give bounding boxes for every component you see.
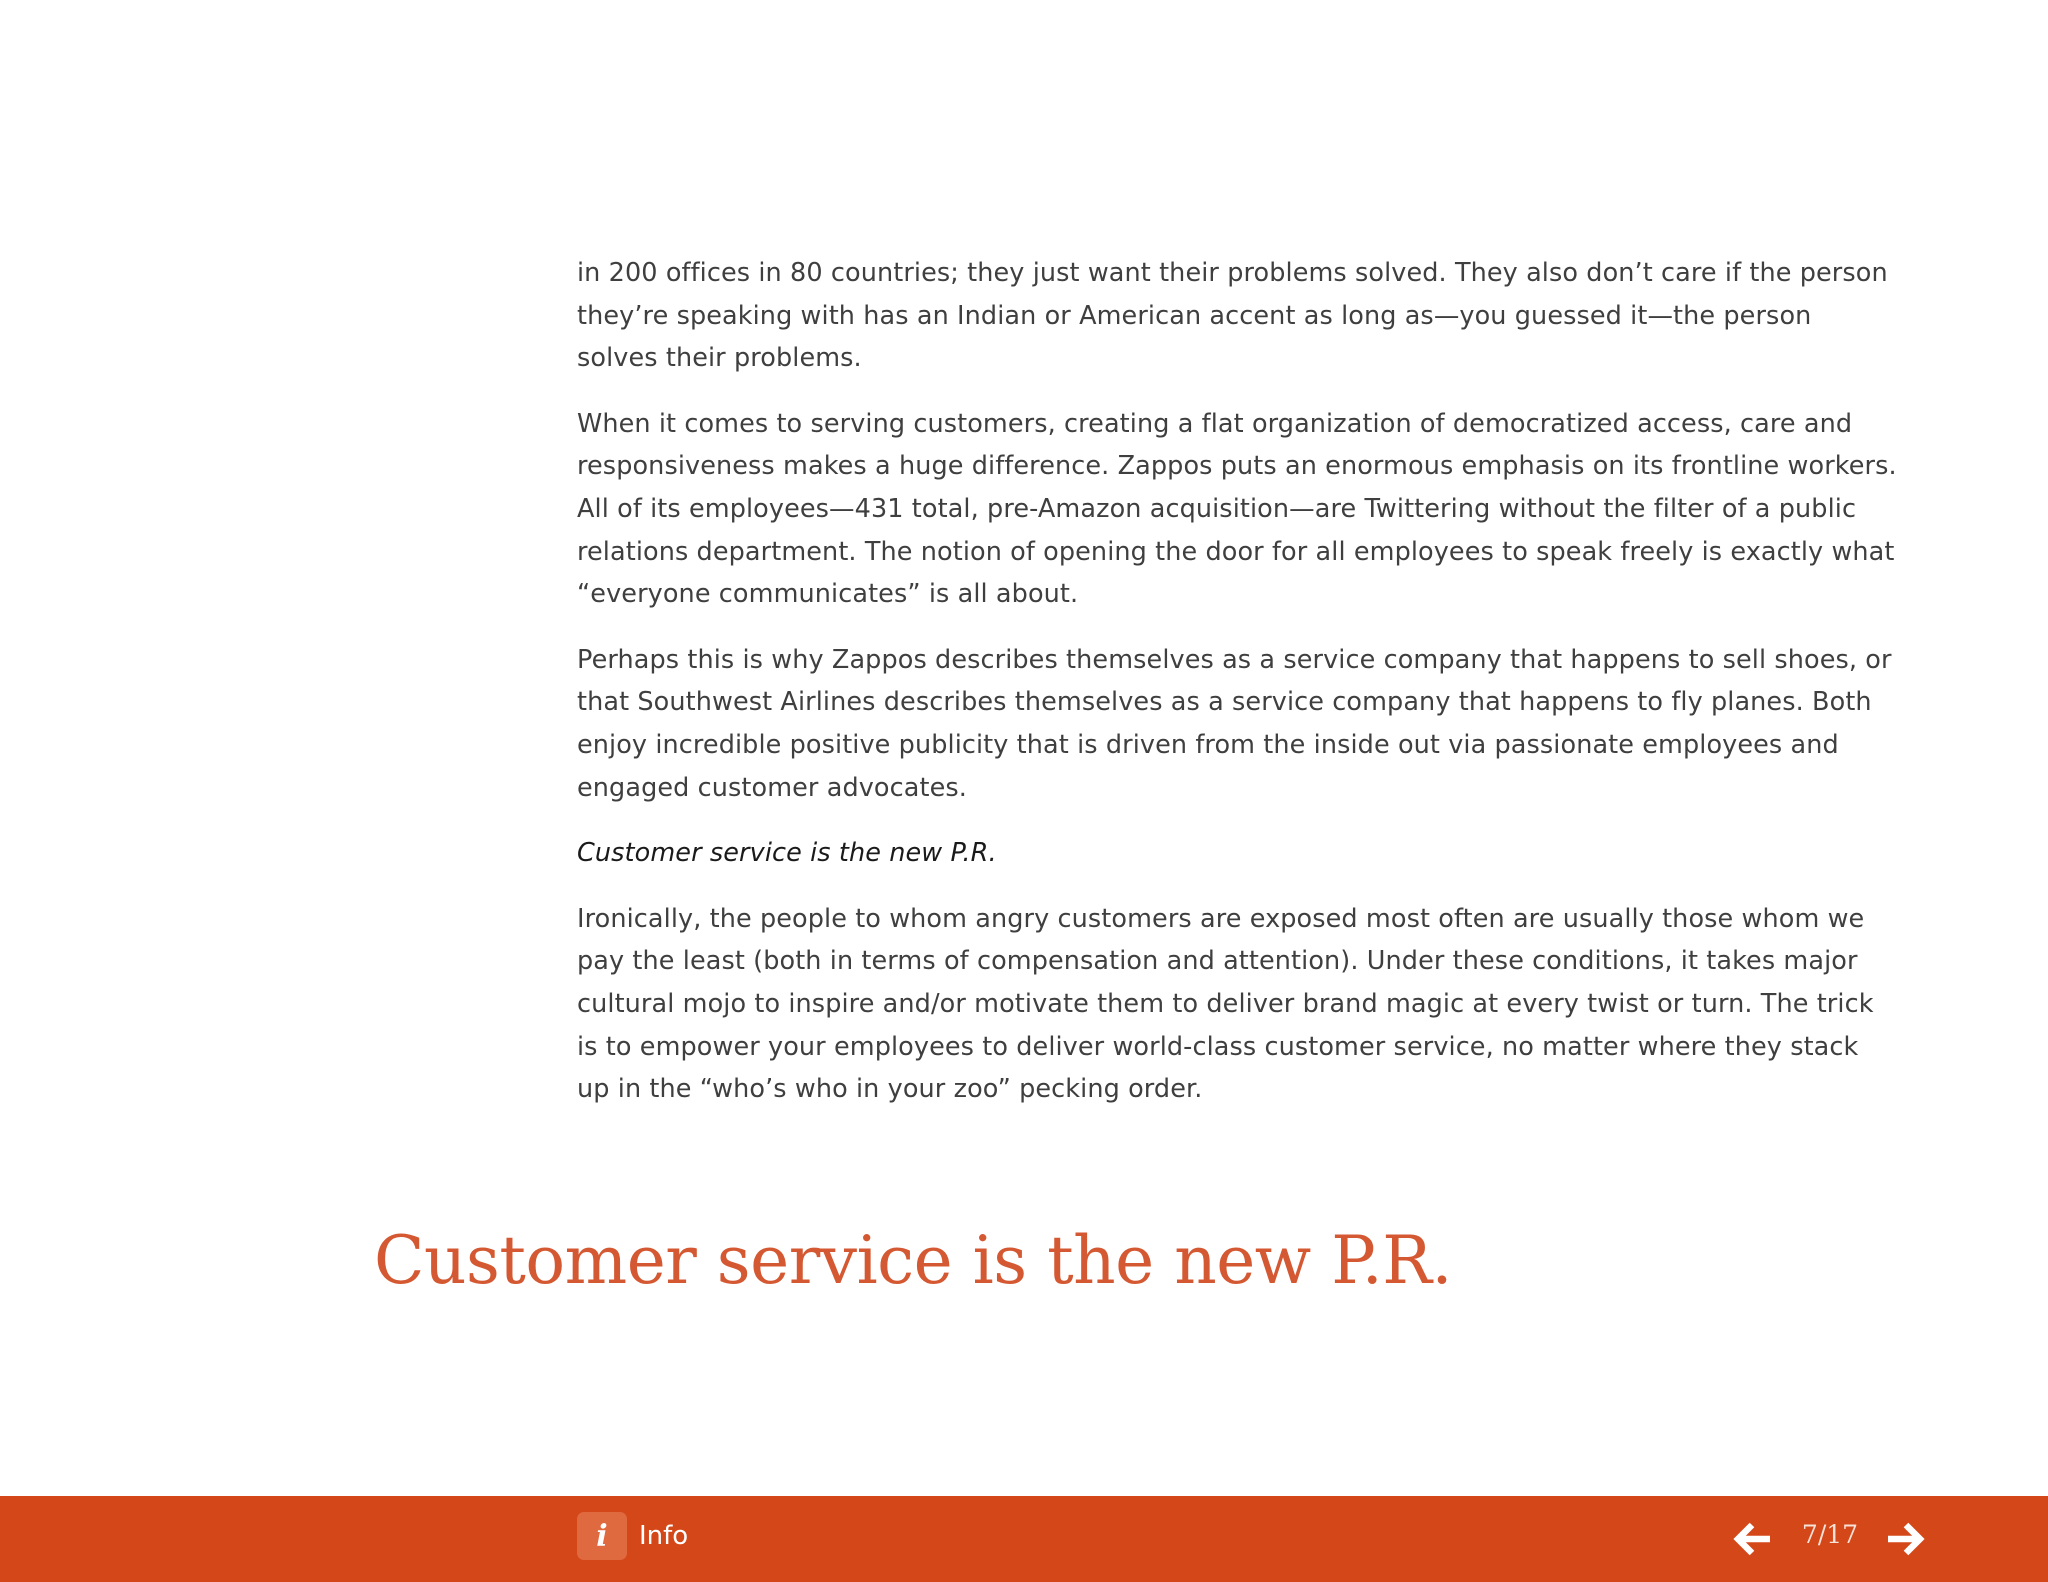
footer-toolbar bbox=[0, 1496, 2048, 1582]
section-headline: Customer service is the new P.R. bbox=[374, 1222, 1452, 1299]
info-icon: i bbox=[577, 1512, 627, 1560]
arrow-right-icon[interactable] bbox=[1882, 1516, 1928, 1562]
page-counter: 7/17 bbox=[1801, 1520, 1859, 1549]
paragraph: When it comes to serving customers, creating a flat organization of democratized access, care and responsiveness makes a huge difference. Zappos puts an enormous emphasis on its frontline workers. All of its employees—431 total, pre-Amazon acquisition—are Twittering without the filter of a public relations department. The notion of opening the door for all employees to speak freely is exactly what “everyone communicates” is all about. bbox=[577, 408, 1897, 610]
paragraph: Perhaps this is why Zappos describes themselves as a service company that happens to sell shoes, or that Southwest Airlines describes themselves as a service company that happens to fly planes. Both enjoy incredible positive publicity that is driven from the inside out via passionate employees and engaged customer advocates. bbox=[577, 644, 1892, 803]
info-label: Info bbox=[639, 1521, 689, 1551]
article-body bbox=[577, 252, 1897, 1134]
paragraph: Ironically, the people to whom angry customers are exposed most often are usually those whom we pay the least (both in terms of compensation and attention). Under these conditions, it takes major cultural mojo to inspire and/or motivate them to deliver brand magic at every twist or turn. The trick is to empower your employees to deliver world-class customer service, no matter where they stack up in the “who’s who in your zoo” pecking order. bbox=[577, 903, 1874, 1105]
info-button[interactable] bbox=[577, 1512, 688, 1560]
arrow-left-icon[interactable] bbox=[1730, 1516, 1776, 1562]
pull-quote: Customer service is the new P.R. bbox=[577, 838, 997, 869]
paragraph: in 200 offices in 80 countries; they just want their problems solved. They also don’t care if the person they’re speaking with has an Indian or American accent as long as—you guessed it—the person solves their problems. bbox=[577, 258, 1888, 374]
